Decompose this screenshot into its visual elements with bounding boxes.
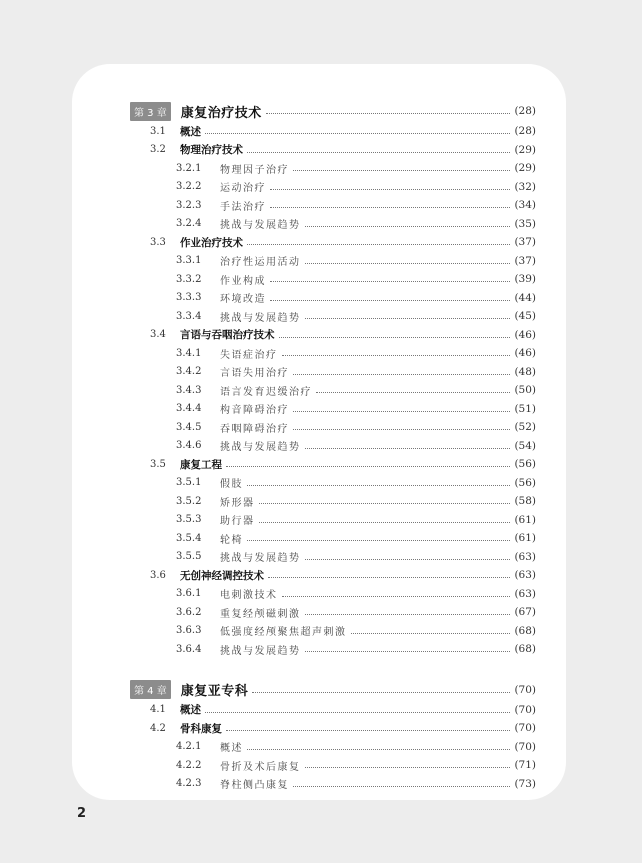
toc-subsection-entry[interactable] [130, 437, 536, 456]
toc-subsection-entry[interactable] [130, 492, 536, 511]
page-ref: (29) [514, 143, 536, 156]
entry-title: 挑战与发展趋势 [220, 645, 301, 657]
page-ref: (63) [514, 569, 536, 582]
toc-section-entry[interactable] [130, 719, 536, 738]
toc-subsection-entry[interactable] [130, 603, 536, 622]
toc-subsection-entry[interactable] [130, 738, 536, 757]
entry-title: 无创神经调控技术 [180, 569, 264, 582]
toc-subsection-entry[interactable] [130, 585, 536, 604]
toc-subsection-entry[interactable] [130, 215, 536, 234]
entry-number: 3.6 [150, 569, 166, 581]
entry-title: 概述 [220, 743, 243, 755]
dot-leader [293, 785, 510, 787]
entry-title: 语言发育迟缓治疗 [220, 386, 312, 398]
entry-number: 3.5.5 [176, 551, 202, 563]
page-ref: (37) [514, 236, 536, 249]
page-ref: (39) [514, 273, 536, 286]
toc-subsection-entry[interactable] [130, 381, 536, 400]
dot-leader [252, 691, 510, 693]
toc-subsection-entry[interactable] [130, 511, 536, 530]
page-ref: (44) [514, 291, 536, 304]
dot-leader [247, 539, 510, 541]
toc-subsection-entry[interactable] [130, 344, 536, 363]
page-ref: (28) [514, 125, 536, 138]
toc-section-entry[interactable] [130, 326, 536, 345]
page-ref: (34) [514, 199, 536, 212]
entry-number: 4.2.2 [176, 759, 202, 771]
entry-number: 3.3.3 [176, 292, 202, 304]
toc-subsection-entry[interactable] [130, 363, 536, 382]
toc-subsection-entry[interactable] [130, 307, 536, 326]
dot-leader [226, 465, 510, 467]
entry-number: 4.2 [150, 722, 166, 734]
page-ref: (68) [514, 624, 536, 637]
entry-number: 3.4 [150, 329, 166, 341]
entry-title: 脊柱侧凸康复 [220, 780, 289, 792]
toc-subsection-entry[interactable] [130, 775, 536, 794]
toc-subsection-entry[interactable] [130, 474, 536, 493]
entry-number: 3.1 [150, 125, 166, 137]
entry-title: 挑战与发展趋势 [220, 220, 301, 232]
entry-title: 骨科康复 [180, 722, 222, 735]
entry-title: 助行器 [220, 516, 255, 528]
entry-title: 挑战与发展趋势 [220, 553, 301, 565]
dot-leader [270, 188, 510, 190]
table-of-contents [130, 100, 536, 793]
dot-leader [293, 373, 510, 375]
chapter-badge: 第 3 章 [130, 102, 171, 121]
page-ref: (50) [514, 384, 536, 397]
page-ref: (70) [514, 683, 536, 696]
entry-title: 概述 [180, 704, 201, 717]
toc-subsection-entry[interactable] [130, 548, 536, 567]
entry-number: 3.4.1 [176, 347, 202, 359]
page-ref: (48) [514, 365, 536, 378]
dot-leader [226, 729, 510, 731]
entry-title: 言语与吞咽治疗技术 [180, 329, 275, 342]
page-ref: (71) [514, 759, 536, 772]
dot-leader [282, 595, 511, 597]
dot-leader [305, 650, 511, 652]
toc-subsection-entry[interactable] [130, 640, 536, 659]
entry-number: 3.3.2 [176, 273, 202, 285]
chapter-badge: 第 4 章 [130, 680, 171, 699]
entry-number: 3.3.4 [176, 310, 202, 322]
entry-number: 3.4.4 [176, 403, 202, 415]
page-ref: (51) [514, 402, 536, 415]
entry-title: 治疗性运用活动 [220, 257, 301, 269]
entry-number: 3.4.5 [176, 421, 202, 433]
entry-number: 3.5.1 [176, 477, 202, 489]
dot-leader [305, 766, 511, 768]
dot-leader [270, 206, 510, 208]
page-ref: (68) [514, 643, 536, 656]
toc-subsection-entry[interactable] [130, 400, 536, 419]
entry-number: 3.4.2 [176, 366, 202, 378]
entry-title: 失语症治疗 [220, 349, 278, 361]
page-ref: (70) [514, 722, 536, 735]
toc-subsection-entry[interactable] [130, 418, 536, 437]
dot-leader [247, 243, 510, 245]
page-ref: (35) [514, 217, 536, 230]
dot-leader [259, 521, 511, 523]
page-ref: (73) [514, 777, 536, 790]
dot-leader [316, 391, 510, 393]
page-ref: (45) [514, 310, 536, 323]
entry-number: 3.2.4 [176, 218, 202, 230]
entry-title: 轮椅 [220, 534, 243, 546]
entry-title: 物理治疗技术 [180, 144, 243, 157]
entry-number: 3.2.2 [176, 181, 202, 193]
dot-leader [282, 354, 511, 356]
entry-title: 挑战与发展趋势 [220, 442, 301, 454]
entry-number: 4.2.3 [176, 778, 202, 790]
entry-number: 3.2 [150, 144, 166, 156]
entry-number: 3.3 [150, 236, 166, 248]
page-ref: (61) [514, 513, 536, 526]
chapter-heading[interactable] [130, 679, 536, 701]
dot-leader [247, 151, 510, 153]
dot-leader [247, 748, 510, 750]
entry-number: 3.4.6 [176, 440, 202, 452]
dot-leader [270, 299, 510, 301]
page-ref: (63) [514, 550, 536, 563]
entry-number: 3.2.3 [176, 199, 202, 211]
page-ref: (32) [514, 180, 536, 193]
toc-subsection-entry[interactable] [130, 252, 536, 271]
entry-title: 吞咽障碍治疗 [220, 423, 289, 435]
toc-section-entry[interactable] [130, 455, 536, 474]
entry-number: 3.6.2 [176, 606, 202, 618]
entry-title: 骨折及术后康复 [220, 761, 301, 773]
entry-title: 作业构成 [220, 275, 266, 287]
entry-number: 4.2.1 [176, 741, 202, 753]
toc-subsection-entry[interactable] [130, 529, 536, 548]
page-ref: (54) [514, 439, 536, 452]
page-ref: (46) [514, 328, 536, 341]
entry-number: 3.4.3 [176, 384, 202, 396]
page-number: 2 [77, 806, 87, 821]
entry-title: 手法治疗 [220, 201, 266, 213]
entry-number: 3.6.4 [176, 643, 202, 655]
page-ref: (67) [514, 606, 536, 619]
entry-number: 3.5.4 [176, 532, 202, 544]
page-ref: (52) [514, 421, 536, 434]
dot-leader [293, 428, 510, 430]
entry-title: 物理因子治疗 [220, 164, 289, 176]
entry-title: 言语失用治疗 [220, 368, 289, 380]
entry-title: 构音障碍治疗 [220, 405, 289, 417]
toc-subsection-entry[interactable] [130, 622, 536, 641]
entry-number: 3.6.3 [176, 625, 202, 637]
chapter-title: 康复亚专科 [180, 684, 249, 699]
toc-subsection-entry[interactable] [130, 756, 536, 775]
page-ref: (61) [514, 532, 536, 545]
dot-leader [305, 317, 511, 319]
page-ref: (63) [514, 587, 536, 600]
dot-leader [247, 484, 510, 486]
page-ref: (46) [514, 347, 536, 360]
toc-subsection-entry[interactable] [130, 159, 536, 178]
page-ref: (70) [514, 740, 536, 753]
toc-subsection-entry[interactable] [130, 178, 536, 197]
dot-leader [293, 169, 510, 171]
dot-leader [266, 112, 511, 114]
dot-leader [270, 280, 510, 282]
dot-leader [293, 410, 510, 412]
page-ref: (29) [514, 162, 536, 175]
dot-leader [205, 132, 510, 134]
toc-subsection-entry[interactable] [130, 270, 536, 289]
toc-section-entry[interactable] [130, 701, 536, 720]
entry-title: 电刺激技术 [220, 590, 278, 602]
toc-section-entry[interactable] [130, 141, 536, 160]
entry-title: 矫形器 [220, 497, 255, 509]
dot-leader [305, 447, 511, 449]
dot-leader [305, 613, 511, 615]
page-ref: (28) [514, 105, 536, 117]
dot-leader [268, 576, 510, 578]
page-ref: (70) [514, 703, 536, 716]
dot-leader [205, 711, 510, 713]
page-ref: (58) [514, 495, 536, 508]
chapter-heading[interactable] [130, 100, 536, 122]
toc-section-entry[interactable] [130, 566, 536, 585]
page-ref: (56) [514, 476, 536, 489]
page-ref: (56) [514, 458, 536, 471]
entry-title: 环境改造 [220, 294, 266, 306]
entry-title: 重复经颅磁刺激 [220, 608, 301, 620]
dot-leader [305, 225, 511, 227]
entry-title: 运动治疗 [220, 183, 266, 195]
entry-number: 3.3.1 [176, 255, 202, 267]
page-ref: (37) [514, 254, 536, 267]
entry-number: 3.5.2 [176, 495, 202, 507]
toc-section-entry[interactable] [130, 233, 536, 252]
toc-subsection-entry[interactable] [130, 289, 536, 308]
entry-title: 假肢 [220, 479, 243, 491]
entry-number: 4.1 [150, 704, 166, 716]
entry-number: 3.5.3 [176, 514, 202, 526]
toc-section-entry[interactable] [130, 122, 536, 141]
dot-leader [279, 336, 511, 338]
entry-number: 3.5 [150, 458, 166, 470]
dot-leader [351, 632, 511, 634]
dot-leader [305, 262, 511, 264]
entry-title: 挑战与发展趋势 [220, 312, 301, 324]
entry-title: 作业治疗技术 [180, 236, 243, 249]
chapter-title: 康复治疗技术 [180, 105, 262, 121]
entry-title: 康复工程 [180, 458, 222, 471]
entry-number: 3.2.1 [176, 162, 202, 174]
toc-subsection-entry[interactable] [130, 196, 536, 215]
entry-title: 概述 [180, 125, 201, 138]
entry-number: 3.6.1 [176, 588, 202, 600]
dot-leader [305, 558, 511, 560]
dot-leader [259, 502, 511, 504]
entry-title: 低强度经颅聚焦超声刺激 [220, 627, 347, 639]
